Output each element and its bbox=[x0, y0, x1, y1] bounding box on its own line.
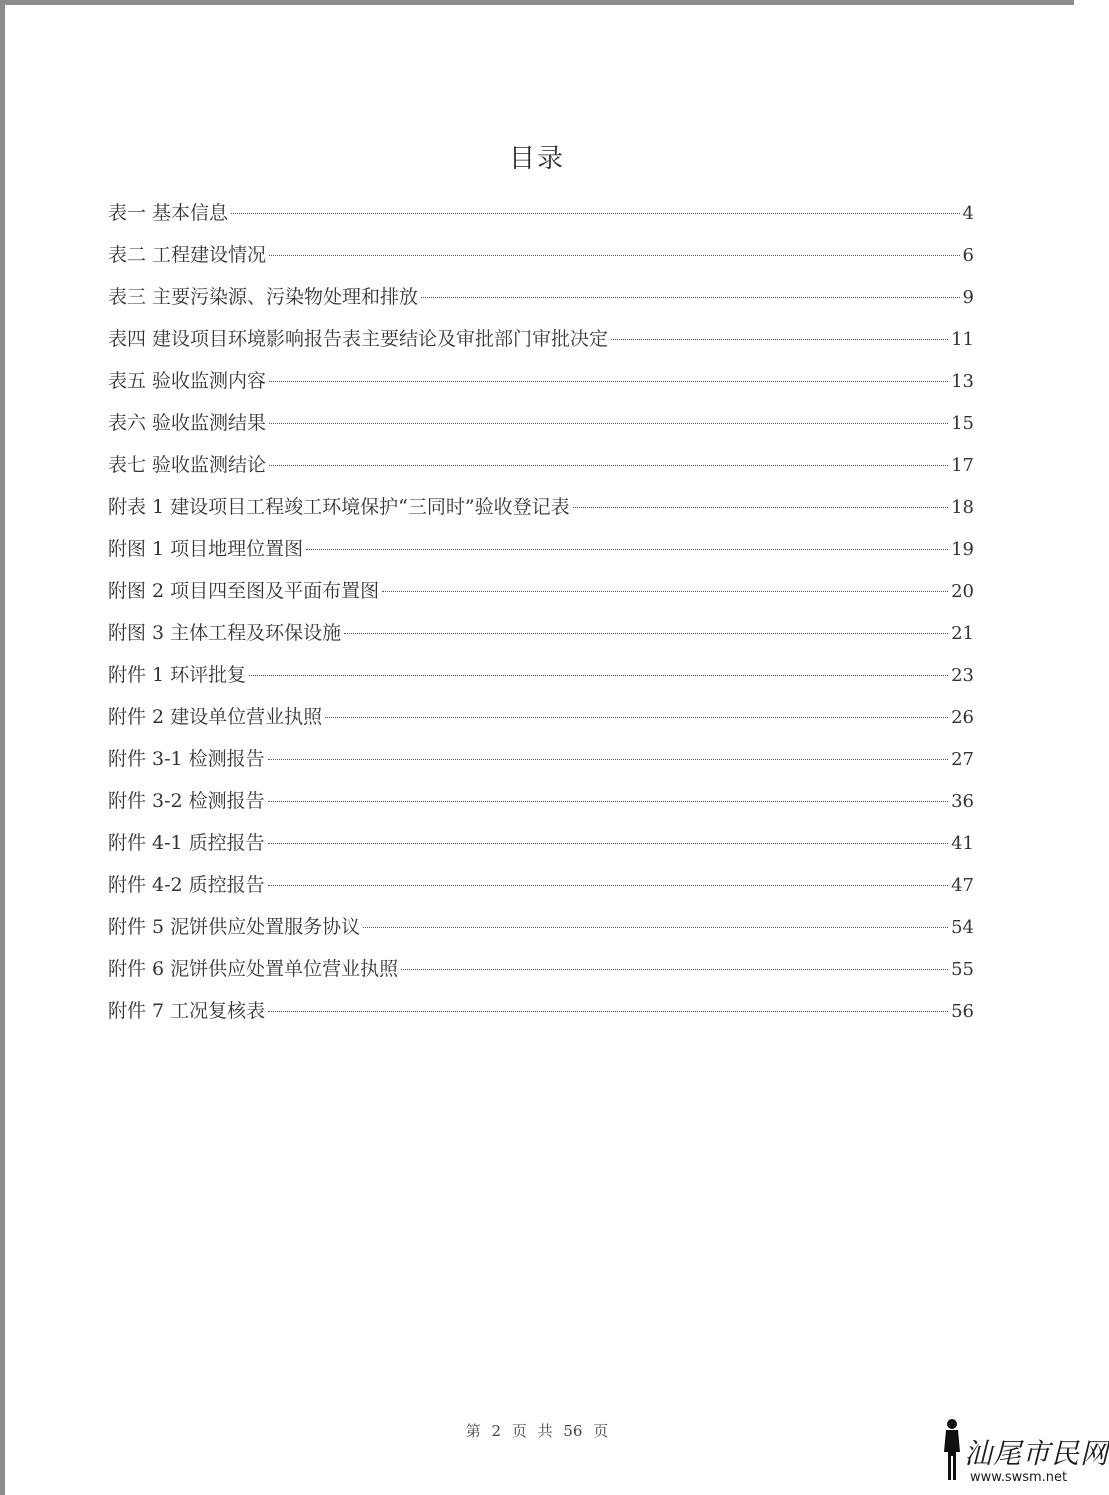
toc-dot-leader bbox=[401, 969, 948, 970]
toc-entry-label: 附件 3-2 检测报告 bbox=[108, 790, 265, 812]
toc-entry[interactable] bbox=[108, 402, 974, 444]
toc-entry[interactable] bbox=[108, 612, 974, 654]
toc-entry-page-number: 54 bbox=[951, 917, 974, 938]
toc-entry-label: 表二 工程建设情况 bbox=[108, 244, 267, 266]
toc-entry-label: 附件 1 环评批复 bbox=[108, 664, 247, 686]
toc-entry-label: 附件 4-2 质控报告 bbox=[108, 874, 265, 896]
toc-entry[interactable] bbox=[108, 780, 974, 822]
toc-entry-page-number: 6 bbox=[962, 245, 974, 266]
toc-entry[interactable] bbox=[108, 990, 974, 1032]
page-frame-top bbox=[0, 0, 1074, 5]
watermark-url: www.swsm.net bbox=[970, 1470, 1068, 1485]
toc-dot-leader bbox=[269, 381, 948, 382]
toc-dot-leader bbox=[269, 465, 948, 466]
toc-entry-page-number: 18 bbox=[951, 497, 974, 518]
toc-entry-page-number: 27 bbox=[951, 749, 974, 770]
toc-dot-leader bbox=[269, 423, 948, 424]
table-of-contents bbox=[108, 192, 974, 1032]
toc-entry-label: 附件 6 泥饼供应处置单位营业执照 bbox=[108, 958, 399, 980]
toc-entry-page-number: 55 bbox=[951, 959, 974, 980]
toc-entry[interactable] bbox=[108, 360, 974, 402]
toc-entry-page-number: 11 bbox=[951, 329, 974, 350]
toc-entry-label: 表五 验收监测内容 bbox=[108, 370, 267, 392]
toc-entry-label: 附件 4-1 质控报告 bbox=[108, 832, 265, 854]
toc-entry-label: 附图 2 项目四至图及平面布置图 bbox=[108, 580, 380, 602]
toc-entry-page-number: 4 bbox=[962, 203, 974, 224]
toc-entry[interactable] bbox=[108, 864, 974, 906]
toc-dot-leader bbox=[249, 675, 948, 676]
toc-entry[interactable] bbox=[108, 696, 974, 738]
toc-entry[interactable] bbox=[108, 948, 974, 990]
toc-entry-label: 附图 3 主体工程及环保设施 bbox=[108, 622, 342, 644]
toc-entry-page-number: 9 bbox=[962, 287, 974, 308]
page-frame-left bbox=[0, 0, 5, 1495]
toc-entry[interactable] bbox=[108, 570, 974, 612]
toc-entry-page-number: 56 bbox=[951, 1001, 974, 1022]
toc-dot-leader bbox=[268, 759, 948, 760]
page-footer: 第 2 页 共 56 页 bbox=[465, 1422, 609, 1440]
toc-entry-label: 表三 主要污染源、污染物处理和排放 bbox=[108, 286, 419, 308]
toc-entry-label: 表七 验收监测结论 bbox=[108, 454, 267, 476]
toc-entry-page-number: 23 bbox=[951, 665, 974, 686]
toc-dot-leader bbox=[268, 1011, 948, 1012]
toc-entry-page-number: 19 bbox=[951, 539, 974, 560]
toc-dot-leader bbox=[573, 507, 948, 508]
toc-entry-page-number: 21 bbox=[951, 623, 974, 644]
toc-dot-leader bbox=[231, 213, 960, 214]
toc-entry-page-number: 36 bbox=[951, 791, 974, 812]
toc-entry[interactable] bbox=[108, 444, 974, 486]
toc-entry-page-number: 15 bbox=[951, 413, 974, 434]
toc-entry-label: 附件 5 泥饼供应处置服务协议 bbox=[108, 916, 361, 938]
toc-entry-page-number: 20 bbox=[951, 581, 974, 602]
toc-dot-leader bbox=[268, 843, 948, 844]
toc-entry-label: 表四 建设项目环境影响报告表主要结论及审批部门审批决定 bbox=[108, 328, 609, 350]
toc-entry-label: 表一 基本信息 bbox=[108, 202, 229, 224]
toc-entry-page-number: 17 bbox=[951, 455, 974, 476]
toc-entry[interactable] bbox=[108, 654, 974, 696]
toc-entry[interactable] bbox=[108, 192, 974, 234]
page-title: 目录 bbox=[508, 144, 565, 174]
toc-entry-label: 表六 验收监测结果 bbox=[108, 412, 267, 434]
toc-entry-label: 附件 2 建设单位营业执照 bbox=[108, 706, 323, 728]
toc-dot-leader bbox=[268, 885, 948, 886]
watermark-logo bbox=[936, 1418, 1109, 1490]
toc-entry-label: 附表 1 建设项目工程竣工环境保护“三同时”验收登记表 bbox=[108, 496, 570, 518]
toc-entry-label: 附图 1 项目地理位置图 bbox=[108, 538, 304, 560]
toc-entry[interactable] bbox=[108, 486, 974, 528]
toc-entry-page-number: 26 bbox=[951, 707, 974, 728]
person-silhouette-icon bbox=[940, 1418, 964, 1484]
toc-dot-leader bbox=[363, 927, 948, 928]
toc-entry-label: 附件 3-1 检测报告 bbox=[108, 748, 265, 770]
toc-entry-page-number: 41 bbox=[951, 833, 974, 854]
toc-dot-leader bbox=[421, 297, 960, 298]
watermark-text: 汕尾市民网 bbox=[964, 1437, 1109, 1470]
toc-dot-leader bbox=[268, 801, 948, 802]
toc-entry[interactable] bbox=[108, 528, 974, 570]
toc-dot-leader bbox=[306, 549, 948, 550]
toc-dot-leader bbox=[382, 591, 948, 592]
toc-entry-page-number: 47 bbox=[951, 875, 974, 896]
toc-entry[interactable] bbox=[108, 276, 974, 318]
toc-dot-leader bbox=[325, 717, 948, 718]
toc-dot-leader bbox=[344, 633, 948, 634]
toc-entry[interactable] bbox=[108, 822, 974, 864]
toc-entry[interactable] bbox=[108, 906, 974, 948]
toc-entry[interactable] bbox=[108, 318, 974, 360]
toc-entry[interactable] bbox=[108, 738, 974, 780]
toc-dot-leader bbox=[611, 339, 948, 340]
toc-dot-leader bbox=[269, 255, 960, 256]
toc-entry-page-number: 13 bbox=[951, 371, 974, 392]
toc-entry-label: 附件 7 工况复核表 bbox=[108, 1000, 266, 1022]
toc-entry[interactable] bbox=[108, 234, 974, 276]
